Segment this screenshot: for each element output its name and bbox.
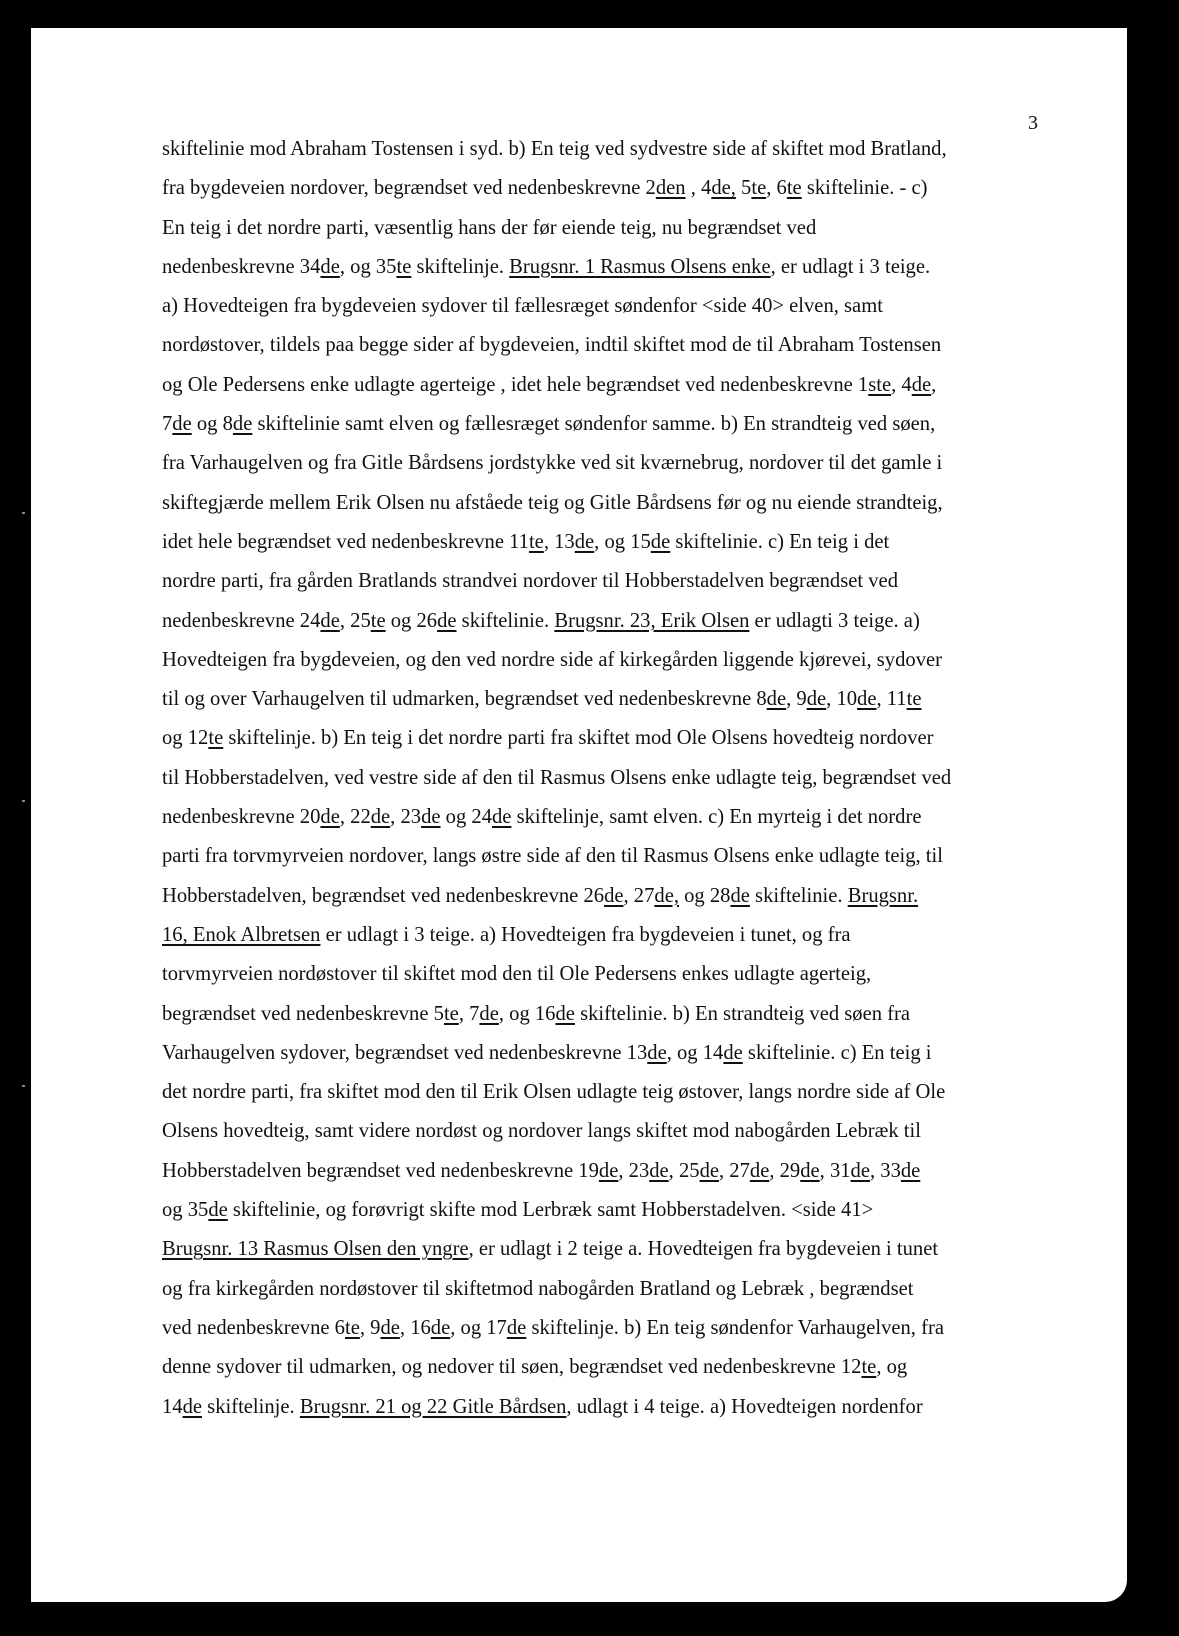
text-line [162,209,1052,248]
underlined-text: de [647,1041,667,1064]
underlined-text: te [906,688,922,711]
text-segment: , 23 [618,1159,650,1182]
text-segment: , 22 [339,806,371,829]
text-segment: , 27 [623,884,655,907]
text-line [162,995,1052,1034]
text-line [162,1388,1052,1427]
text-line [162,326,1052,365]
text-segment: fra Varhaugelven og fra Gitle Bårdsens jordstykke ved sit kværnebrug, nordover til det gamle i [162,452,943,475]
text-segment: Hobberstadelven begrændset ved nedenbeskrevne 19 [162,1159,599,1182]
text-line [162,798,1052,837]
underlined-text: de [479,1002,499,1025]
underlined-text: de [421,806,441,829]
underlined-text: de [730,884,750,907]
text-line [162,719,1052,758]
text-segment: og 8 [191,413,233,436]
underlined-text: de [574,530,595,553]
text-line [162,562,1052,601]
text-line [162,366,1052,405]
underlined-text: de [911,373,932,396]
text-segment: , 6 [766,177,787,200]
text-line [162,602,1052,641]
text-line [162,484,1052,523]
underlined-text: de [437,609,457,632]
underlined-text: de [857,688,877,711]
text-segment: idet hele begrændset ved nedenbeskrevne 11 [162,530,529,553]
document-page [31,28,1127,1602]
text-segment: skiftelinie, og forøvrigt skifte mod Lerbræk samt Hobberstadelven. <side 41> [227,1199,874,1222]
underlined-text: de [806,688,827,711]
underlined-text: de [723,1041,743,1064]
underlined-text: te [786,177,802,200]
text-segment: skiftelinje. [202,1395,300,1418]
text-segment: skiftegjærde mellem Erik Olsen nu afståede teig og Gitle Bårdsens før og nu eiende strandteig, [162,491,943,514]
text-segment: , og 17 [450,1316,507,1339]
text-segment: , 31 [819,1159,851,1182]
text-line [162,130,1052,169]
underlined-text: de [320,806,340,829]
underlined-text: de, [711,177,736,200]
text-segment: , og 15 [594,530,651,553]
text-segment: 7 [162,413,173,436]
document-body [162,130,1052,1427]
underlined-text: de [506,1316,527,1339]
text-segment: , 33 [869,1159,901,1182]
text-line [162,1073,1052,1112]
text-segment: og Ole Pedersens enke udlagte agerteige , idet hele begrændset ved nedenbeskrevne 1 [162,373,869,396]
underlined-text: te [208,727,224,750]
scan-mark [22,1085,25,1087]
text-segment: og fra kirkegården nordøstover til skiftetmod nabogården Bratland og Lebræk , begrændset [162,1277,914,1300]
text-line [162,1348,1052,1387]
underlined-text: de, [654,884,679,907]
underlined-text: de [491,806,512,829]
text-segment: , 9 [359,1316,381,1339]
underlined-text: Brugsnr. 1 Rasmus Olsens enke [509,255,771,278]
text-segment: , 27 [719,1159,750,1182]
page-number: 3 [1028,112,1038,134]
text-segment: , 4 [685,177,712,200]
text-line [162,759,1052,798]
underlined-text: de [320,609,340,632]
text-segment: nordre parti, fra gården Bratlands strandvei nordover til Hobberstadelven begrændset ved [162,570,898,593]
underlined-text: de [380,1316,400,1339]
underlined-text: de [699,1159,719,1182]
underlined-text: de [320,255,340,278]
text-segment: En teig i det nordre parti, væsentlig hans der før eiende teig, nu begrændset ved [162,216,817,239]
text-segment: er udlagti 3 teige. a) [749,609,920,632]
text-line [162,1152,1052,1191]
underlined-text: Brugsnr. 21 og 22 Gitle Bårdsen [299,1395,567,1418]
text-line [162,1230,1052,1269]
text-segment: skiftelinje. b) En teig søndenfor Varhaugelven, fra [526,1316,944,1339]
underlined-text: te [528,530,544,553]
text-line [162,1112,1052,1151]
text-segment: a) Hovedteigen fra bygdeveien sydover til fællesræget søndenfor <side 40> elven, samt [162,295,883,318]
text-line [162,1034,1052,1073]
underlined-text: de [749,1159,770,1182]
text-segment: Varhaugelven sydover, begrændset ved nedenbeskrevne 13 [162,1041,648,1064]
underlined-text: de [232,413,253,436]
underlined-text: de [598,1159,619,1182]
text-segment: skiftelinie. [749,884,848,907]
text-segment: torvmyrveien nordøstover til skiftet mod den til Ole Pedersens enkes udlagte agerteig, [162,963,872,986]
text-segment: , 25 [668,1159,700,1182]
text-segment: , 7 [458,1002,480,1025]
text-segment: og 35 [162,1199,209,1222]
text-segment: og 12 [162,727,209,750]
underlined-text: 16, Enok Albretsen [162,923,321,946]
underlined-text: de [850,1159,870,1182]
underlined-text: de [430,1316,451,1339]
text-segment: 5 [735,177,752,200]
text-segment: til og over Varhaugelven til udmarken, begrændset ved nedenbeskrevne 8 [162,688,767,711]
underlined-text: te [396,255,412,278]
text-segment: , [931,373,937,396]
text-segment: skiftelinie. [456,609,555,632]
text-segment: og 26 [385,609,438,632]
text-segment: fra bygdeveien nordover, begrændset ved nedenbeskrevne 2 [162,177,656,200]
underlined-text: de [800,1159,820,1182]
underlined-text: Brugsnr. 23, Erik Olsen [554,609,750,632]
text-segment: Hobberstadelven, begrændset ved nedenbeskrevne 26 [162,884,605,907]
text-line [162,405,1052,444]
text-segment: skiftelinie. b) En strandteig ved søen fra [574,1002,911,1025]
text-segment: skiftelinie. - c) [801,177,928,200]
text-segment: er udlagt i 3 teige. a) Hovedteigen fra bygdeveien i tunet, og fra [320,923,851,946]
text-line [162,837,1052,876]
text-segment: , 9 [786,688,807,711]
underlined-text: de [182,1395,203,1418]
text-segment: , 11 [876,688,907,711]
text-segment: parti fra torvmyrveien nordover, langs østre side af den til Rasmus Olsens enke udlagte teig, til [162,845,943,868]
text-segment: ved nedenbeskrevne 6 [162,1316,345,1339]
underlined-text: ste [868,373,892,396]
underlined-text: Brugsnr. [847,884,919,907]
text-segment: skiftelinje. b) En teig i det nordre parti fra skiftet mod Ole Olsens hovedteig nordover [223,727,934,750]
text-segment: , er udlagt i 3 teige. [770,255,931,278]
underlined-text: te [861,1356,877,1379]
text-segment: skiftelinie. c) En teig i [742,1041,932,1064]
text-segment: , 4 [891,373,912,396]
underlined-text: de [766,688,787,711]
underlined-text: Brugsnr. 13 Rasmus Olsen den yngre [162,1238,469,1261]
text-segment: , og 35 [339,255,397,278]
text-segment: nedenbeskrevne 20 [162,806,321,829]
scan-mark [22,800,25,802]
text-segment: , 10 [826,688,858,711]
text-line [162,169,1052,208]
text-segment: begrændset ved nedenbeskrevne 5 [162,1002,444,1025]
text-segment: skiftelinje, samt elven. c) En myrteig i det nordre [511,806,922,829]
text-segment: , 16 [399,1316,431,1339]
text-segment: , og 14 [666,1041,724,1064]
text-segment: det nordre parti, fra skiftet mod den til Erik Olsen udlagte teig østover, langs nordre side af Ole [162,1081,946,1104]
text-line [162,916,1052,955]
text-segment: skiftelinie. c) En teig i det [670,530,890,553]
text-line [162,444,1052,483]
text-segment: og 24 [440,806,492,829]
text-segment: , og 16 [498,1002,556,1025]
text-segment: Olsens hovedteig, samt videre nordøst og nordover langs skiftet mod nabogården Lebræk til [162,1120,921,1143]
text-line [162,680,1052,719]
text-line [162,1270,1052,1309]
text-segment: denne sydover til udmarken, og nedover til søen, begrændset ved nedenbeskrevne 12 [162,1356,862,1379]
text-segment: skiftelinie mod Abraham Tostensen i syd. b) En teig ved sydvestre side af skiftet mod Bratland, [162,138,947,160]
text-segment: , er udlagt i 2 teige a. Hovedteigen fra bygdeveien i tunet [468,1238,939,1261]
text-line [162,248,1052,287]
underlined-text: te [344,1316,360,1339]
text-segment: skiftelinje. [411,255,510,278]
text-segment: Hovedteigen fra bygdeveien, og den ved nordre side af kirkegården liggende kjørevei, sydover [162,648,942,671]
text-line [162,877,1052,916]
text-segment: og 28 [678,884,731,907]
underlined-text: de [370,806,391,829]
text-segment: nedenbeskrevne 34 [162,255,321,278]
underlined-text: de [555,1002,575,1025]
text-segment: 14 [162,1395,183,1418]
text-segment: , 13 [543,530,575,553]
text-line [162,955,1052,994]
text-segment: , udlagt i 4 teige. a) Hovedteigen nordenfor [566,1395,923,1418]
text-line [162,1309,1052,1348]
underlined-text: te [751,177,767,200]
underlined-text: den [655,177,686,200]
underlined-text: de [900,1159,921,1182]
text-segment: nordøstover, tildels paa begge sider af bygdeveien, indtil skiftet mod de til Abraham Tostensen [162,334,942,357]
text-segment: til Hobberstadelven, ved vestre side af den til Rasmus Olsens enke udlagte teig, begrændset ved [162,766,952,789]
underlined-text: de [604,884,624,907]
underlined-text: de [172,413,192,436]
text-segment: skiftelinie samt elven og fællesræget søndenfor samme. b) En strandteig ved søen, [252,413,936,436]
text-segment: , og [876,1356,908,1379]
text-line [162,1191,1052,1230]
underlined-text: de [649,1159,669,1182]
text-segment: , 23 [390,806,422,829]
text-segment: , 25 [339,609,371,632]
text-line [162,287,1052,326]
text-segment: , 29 [769,1159,801,1182]
text-segment: nedenbeskrevne 24 [162,609,321,632]
text-line [162,523,1052,562]
underlined-text: te [370,609,386,632]
underlined-text: te [443,1002,459,1025]
text-line [162,641,1052,680]
scan-mark [22,512,25,514]
underlined-text: de [208,1199,228,1222]
underlined-text: de [650,530,671,553]
